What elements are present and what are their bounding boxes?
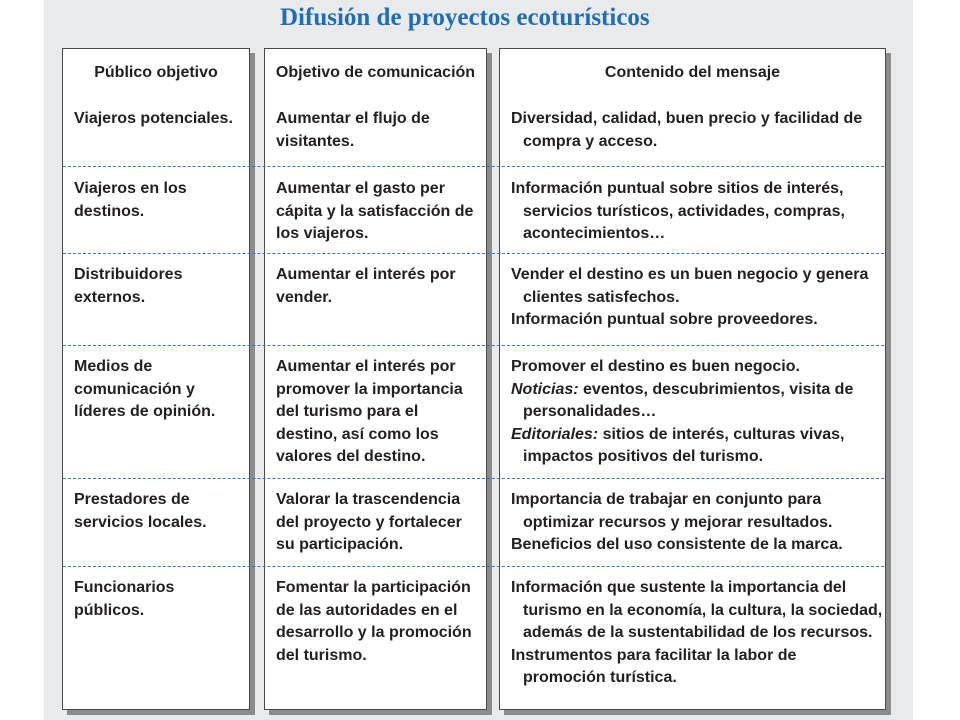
cell-line	[511, 622, 879, 645]
cell-line: vender.	[276, 288, 333, 306]
contenido-cell	[500, 489, 885, 557]
column-header-objetivo: Objetivo de comunicación	[275, 64, 476, 81]
cell-line: de las autoridades en el	[276, 601, 458, 619]
cell-line: Aumentar el gasto per	[276, 180, 445, 197]
cell-line: Aumentar el flujo de	[276, 110, 430, 127]
cell-line: Medios de	[74, 358, 153, 375]
publico-cell	[63, 178, 249, 223]
cell-line	[511, 600, 883, 623]
line-text: clientes satisfechos.	[523, 288, 680, 306]
line-text: promoción turística.	[523, 669, 677, 686]
cell-line: Aumentar el interés por	[276, 266, 456, 283]
cell-line	[511, 379, 879, 402]
cell-line: servicios locales.	[74, 513, 207, 531]
publico-cell	[63, 108, 249, 131]
objetivo-cell	[265, 108, 486, 153]
cell-line	[511, 512, 879, 535]
cell-line	[511, 287, 879, 310]
cell-line	[511, 401, 879, 424]
line-text: Instrumentos para facilitar la labor de	[511, 646, 797, 664]
cell-line	[511, 424, 879, 447]
contenido-cell	[500, 356, 885, 469]
cell-line: los viajeros.	[276, 225, 369, 242]
line-text: acontecimientos…	[523, 225, 666, 242]
cell-line: líderes de opinión.	[74, 403, 216, 420]
line-text: eventos, descubrimientos, visita de	[578, 380, 854, 398]
italic-lead: Noticias:	[511, 380, 579, 398]
line-text: Diversidad, calidad, buen precio y facilidad de	[511, 110, 863, 127]
cell-line: desarrollo y la promoción	[276, 624, 472, 641]
line-text: Beneficios del uso consistente de la marca.	[511, 536, 843, 553]
cell-line	[511, 131, 879, 154]
page-title: Difusión de proyectos ecoturísticos	[280, 4, 650, 31]
objetivo-cell	[265, 356, 486, 469]
cell-line: Viajeros en los	[74, 180, 187, 197]
line-text: compra y acceso.	[523, 132, 658, 150]
cell-line: del proyecto y fortalecer	[276, 513, 462, 531]
line-text: Importancia de trabajar en conjunto para	[511, 491, 822, 508]
line-text: optimizar recursos y mejorar resultados.	[523, 513, 833, 531]
line-text: Información que sustente la importancia del	[511, 579, 847, 596]
row-separator	[63, 478, 884, 479]
line-text: Información puntual sobre sitios de interés,	[511, 180, 844, 197]
line-text: impactos positivos del turismo.	[523, 448, 764, 465]
row-separator	[63, 345, 884, 346]
cell-line: visitantes.	[276, 132, 355, 150]
contenido-cell	[500, 264, 885, 332]
publico-cell	[63, 577, 249, 622]
cell-line	[511, 356, 879, 379]
objetivo-cell	[265, 489, 486, 557]
cell-line: su participación.	[276, 536, 404, 553]
cell-line: comunicación y	[74, 380, 195, 398]
contenido-cell	[500, 577, 885, 690]
cell-line	[511, 645, 879, 668]
cell-line	[511, 309, 879, 332]
cell-line: Distribuidores	[74, 266, 183, 283]
column-publico-objetivo	[62, 48, 250, 710]
cell-line: destino, así como los	[276, 425, 439, 443]
publico-cell	[63, 356, 249, 424]
cell-line: cápita y la satisfacción de	[276, 202, 474, 220]
column-header-publico: Público objetivo	[94, 64, 218, 81]
line-text: Información puntual sobre proveedores.	[511, 311, 818, 328]
column-contenido-mensaje	[499, 48, 886, 710]
cell-line	[511, 201, 879, 224]
cell-line: Funcionarios	[74, 579, 175, 596]
row-separator	[63, 166, 884, 167]
cell-line: promover la importancia	[276, 380, 463, 398]
line-text: además de la sustentabilidad de los recursos.	[523, 624, 873, 641]
cell-line: públicos.	[74, 601, 145, 619]
cell-line: valores del destino.	[276, 448, 426, 465]
line-text: sitios de interés, culturas vivas,	[598, 425, 845, 443]
cell-line: Prestadores de	[74, 491, 190, 508]
objetivo-cell	[265, 178, 486, 246]
cell-line: del turismo para el	[276, 403, 419, 420]
line-text: turismo en la economía, la cultura, la sociedad,	[523, 601, 883, 619]
publico-cell	[63, 264, 249, 309]
cell-line: Aumentar el interés por	[276, 358, 456, 375]
cell-line: externos.	[74, 288, 146, 306]
contenido-cell	[500, 108, 885, 153]
cell-line	[511, 264, 879, 287]
cell-line	[511, 108, 879, 131]
line-text: personalidades…	[523, 403, 657, 420]
row-separator	[63, 566, 884, 567]
cell-line: destinos.	[74, 202, 145, 220]
objetivo-cell	[265, 264, 486, 309]
objetivo-cell	[265, 577, 486, 667]
row-separator	[63, 253, 884, 254]
line-text: servicios turísticos, actividades, compras,	[523, 202, 845, 220]
cell-line	[511, 446, 879, 469]
column-objetivo-comunicacion	[264, 48, 487, 710]
publico-cell	[63, 489, 249, 534]
column-header-contenido: Contenido del mensaje	[604, 64, 781, 81]
cell-line	[511, 667, 879, 690]
cell-line	[511, 577, 879, 600]
cell-line: del turismo.	[276, 646, 367, 664]
line-text: Vender el destino es un buen negocio y genera	[511, 266, 869, 283]
italic-lead: Editoriales:	[511, 425, 599, 443]
contenido-cell	[500, 178, 885, 246]
cell-line	[511, 223, 879, 246]
line-text: Promover el destino es buen negocio.	[511, 358, 800, 375]
cell-line: Fomentar la participación	[276, 579, 471, 596]
cell-line: Viajeros potenciales.	[74, 110, 233, 127]
cell-line	[511, 489, 879, 512]
cell-line: Valorar la trascendencia	[276, 491, 461, 508]
cell-line	[511, 178, 879, 201]
cell-line	[511, 534, 879, 557]
